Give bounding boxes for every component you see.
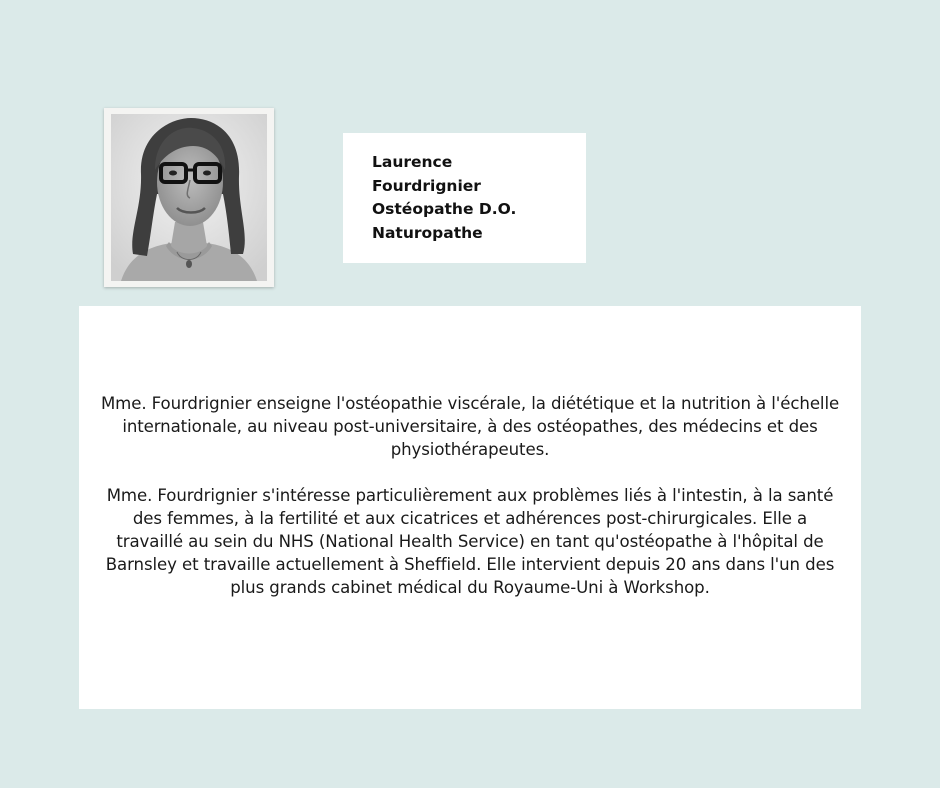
portrait-image [111,114,267,281]
bio-card [79,306,861,709]
title-osteopathe: Ostéopathe D.O. [372,200,517,218]
name-card [343,133,586,263]
bio-paragraph-teaching: Mme. Fourdrignier enseigne l'ostéopathie viscérale, la diététique et la nutrition à l'échelle internationale, au niveau post-universitaire, à des ostéopathes, des médecins et des physiothérapeutes. [100,394,840,459]
first-name: Laurence [372,153,453,171]
title-naturopathe: Naturopathe [372,223,483,242]
portrait-photo [104,108,274,287]
bio-paragraph-experience: Mme. Fourdrignier s'intéresse particulièrement aux problèmes liés à l'intestin, à la santé des femmes, à la fertilité et aux cicatrices et adhérences post-chirurgicales. Elle a travaillé au sein du NHS (National Health Service) en tant qu'ostéopathe à l'hôpital de Barnsley et travaille actuellement à Sheffield. Elle intervient depuis 20 ans dans l'un des plus grands cabinet médical du Royaume-Uni à Workshop. [105,486,835,597]
last-name: Fourdrignier [372,176,481,195]
